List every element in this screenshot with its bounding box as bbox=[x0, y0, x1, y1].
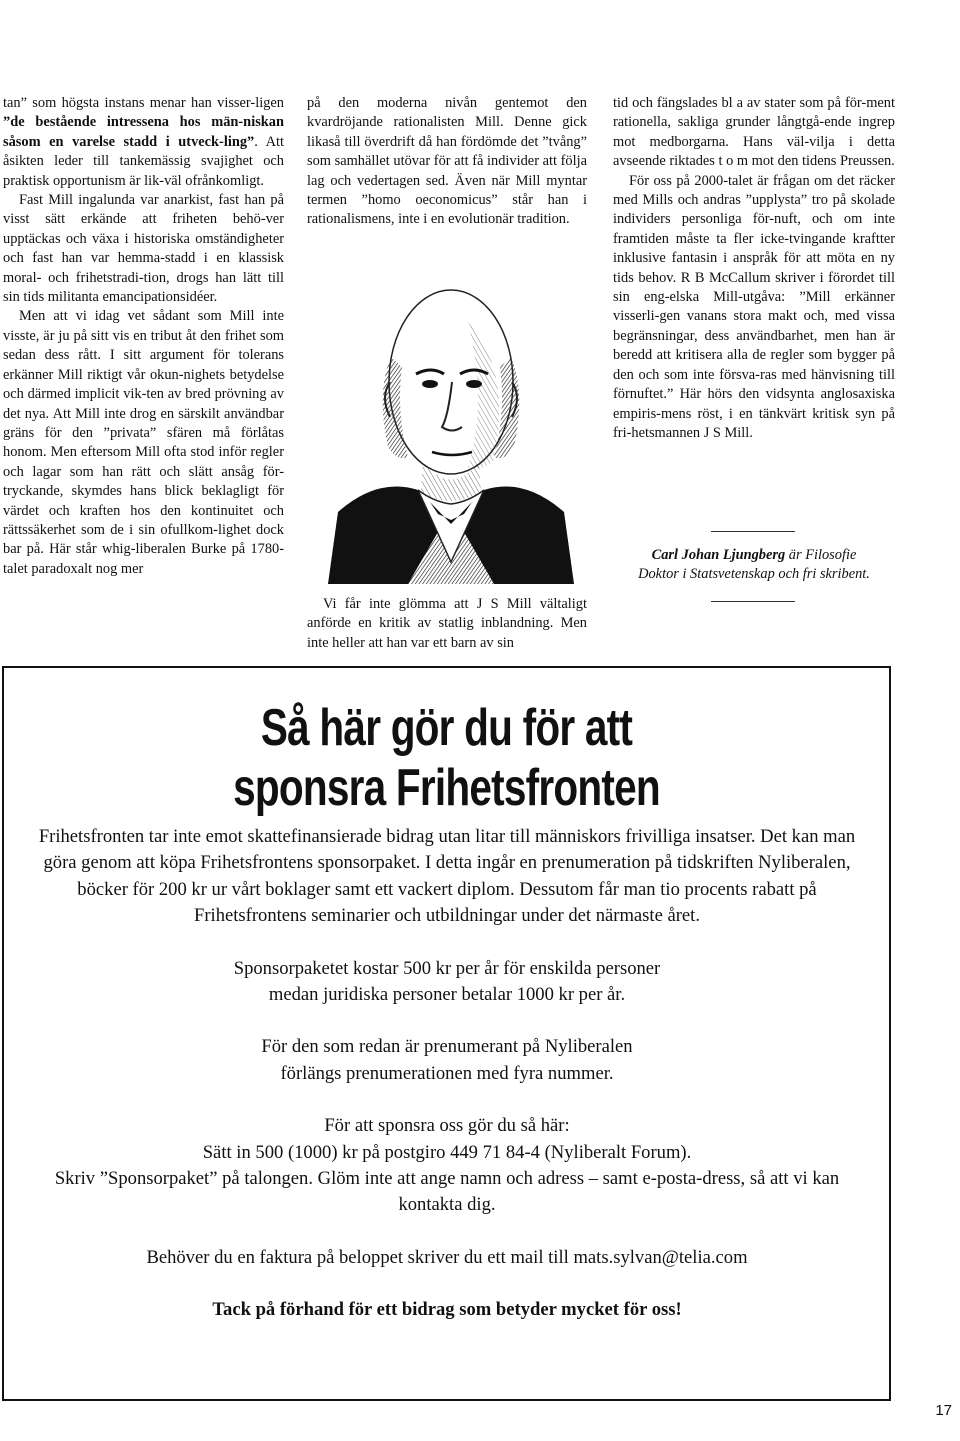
article-column-middle-bottom bbox=[307, 595, 587, 653]
left-paragraph-1: tan” som högsta instans menar han visser-ligen ”de bestående intressena hos män-niskan såsom en varelse stadd i utveck-ling”. Att åsikten leder till tankemässig svajighet och praktisk opportunism är lik-väl ofrånkomligt. bbox=[3, 95, 284, 189]
divider-bottom bbox=[711, 601, 795, 602]
sponsor-price: Sponsorpaketet kostar 500 kr per år för enskilda personer medan juridiska personer betalar 1000 kr per år. bbox=[233, 957, 661, 1006]
sponsor-existing-subscriber: För den som redan är prenumerant på Nyliberalen förlängs prenumerationen med fyra nummer. bbox=[261, 1036, 633, 1084]
sponsor-thanks: Tack på förhand för ett bidrag som betyder mycket för oss! bbox=[212, 1299, 682, 1321]
sponsor-howto: För att sponsra oss gör du så här: Sätt in 500 (1000) kr på postgiro 449 71 84-4 (Nyliberalt Forum). Skriv ”Sponsorpaket” på talongen. Glöm inte att ange namn och adress – samt e-posta-dress, så att vi kan kontakta dig. bbox=[54, 1115, 840, 1216]
sponsor-invoice: Behöver du en faktura på beloppet skriver du ett mail till mats.sylvan@telia.com bbox=[146, 1246, 748, 1268]
sponsor-body bbox=[28, 824, 866, 1350]
author-name: Carl Johan Ljungberg bbox=[651, 547, 786, 563]
portrait-engraving bbox=[318, 262, 584, 584]
right-paragraph-2: För oss på 2000-talet är frågan om det räcker med Mills och andras ”upplysta” tro på skolade individers personliga för-nuft, och om inte framtiden måste ta fler icke-tvingande kraftter inklusive fantasin i anspråk för att möta en ny tids behov. R B McCallum skriver i förordet till sin eng-elska Mill-utgåva: ”Mill erkänner visserli-gen vanans stora makt och, med vissa begränsningar, dess användbarhet, men han är beredd att kritisera alla de regler som bygger på den och som inte försva-ras med hänvisning till förnuftet.” Här hörs den vidsynta anglosaxiska empiris-mens röst, i en tänkvärt kritisk syn på fri-hetsmannen J S Mill. bbox=[613, 172, 895, 441]
page-number: 17 bbox=[935, 1402, 952, 1419]
author-byline: Carl Johan Ljungberg är Filosofie Doktor i Statsvetenskap och fri skribent. bbox=[638, 547, 870, 583]
sponsor-title: Så här gör du för att sponsra Frihetsfronten bbox=[233, 699, 660, 817]
article-column-middle-top bbox=[307, 94, 587, 230]
middle-paragraph-2: Vi får inte glömma att J S Mill vältaligt anförde en kritik av statlig inblandning. Men inte heller att han var ett barn av sin bbox=[307, 596, 587, 651]
right-paragraph-1: tid och fängslades bl a av stater som på för-ment rationella, sakliga grunder långtgå-ende ingrep mot medborgarna. Hans väl-vilja i detta avseende riktades t o m mot den tidens Preussen. bbox=[613, 95, 895, 170]
article-column-right bbox=[613, 94, 895, 443]
left-paragraph-2: Fast Mill ingalunda var anarkist, fast han på visst sätt erkände att friheten behö-ver upptäckas och växa i historiska omständigheter och fast han var hemma-stadd i en klassisk moral- och frihetstradi-tion, drogs han lätt till sin tids militanta emancipationsidéer. bbox=[3, 192, 284, 306]
article-column-left bbox=[3, 94, 284, 579]
bold-quote: ”de bestående intressena hos män-niskan såsom en varelse stadd i utveck-ling” bbox=[3, 114, 284, 150]
left-paragraph-3: Men att vi idag vet sådant som Mill inte visste, är ju på sitt vis en tribut åt den frihet som sedan dess rått. I sitt argument för tolerans erkänner Mill riktigt vår okun-nighets betydelse och därmed implicit vik-ten av bred prövning av det nya. Att Mill inte drog en särskilt användbar gräns för den ”privata” sfären må förlåtas honom. Men eftersom Mill ofta stod inför regler och lagar som han rätt och slätt ansåg för-tryckande, skymdes hans blick beklagligt för värdet och kraften hos den kontinuitet och rättssäkerhet som de i sin ofullkom-lighet dock bar på. Här står whig-liberalen Burke på 1780-talet paradoxalt nog mer bbox=[3, 308, 284, 577]
divider-top bbox=[711, 531, 795, 532]
sponsor-intro: Frihetsfronten tar inte emot skattefinansierade bidrag utan litar till människors frivilliga insatser. Det kan man göra genom att köpa Frihetsfrontens sponsorpaket. I detta ingår en prenumeration på tidskriften Nyliberalen, böcker för 200 kr ur vårt boklager samt ett vackert diplom. Dessutom får man tio procents rabatt på Frihetsfrontens seminarier och utbildningar under det närmaste året. bbox=[38, 826, 856, 927]
sponsor-box bbox=[2, 666, 891, 1401]
middle-paragraph-1: på den moderna nivån gentemot den kvardröjande rationalisten Mill. Denne gick likaså till överdrift då han fördömde det ”tvång” som samhället utövar för att få individer att följa lag och vedertagen sed. Även när Mill myntar termen ”homo oeconomicus” står han i rationalismens, inte i en evolutionär tradition. bbox=[307, 95, 587, 228]
